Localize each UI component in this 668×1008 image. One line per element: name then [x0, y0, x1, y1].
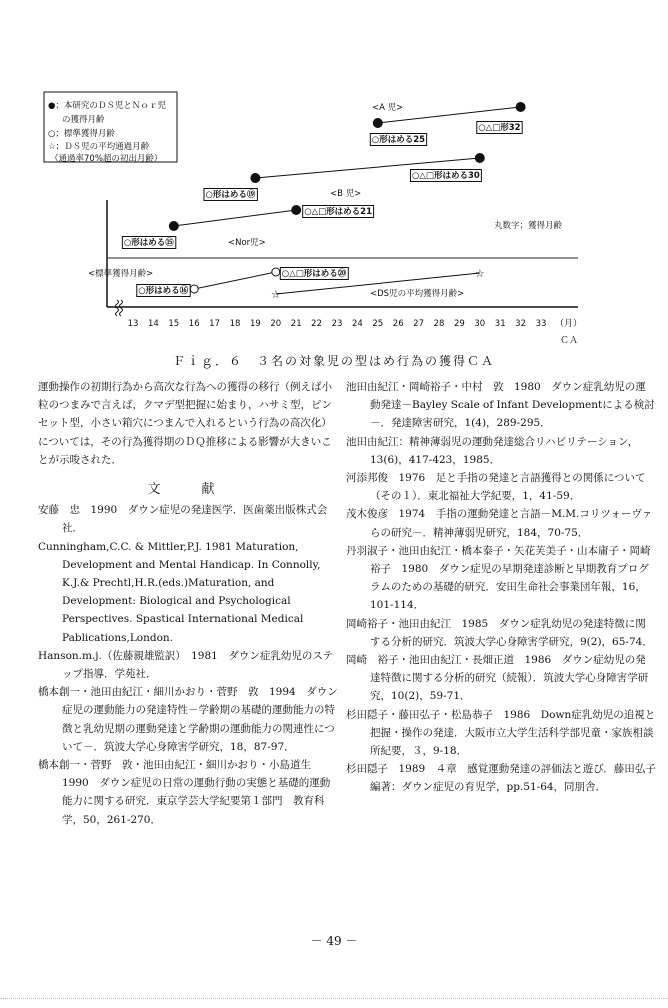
reference-item: 丹羽淑子・池田由紀江・橋本泰子・矢花芙美子・山本庸子・岡崎裕子 1980 ダウン症児の早期発達診断と早期教育プログラムのための基礎的研究．安田生命社会事業団年報，16，101-114．	[346, 544, 651, 612]
references-list-right	[346, 378, 656, 797]
chart-marks	[88, 102, 525, 301]
x-tick-label: 20	[270, 319, 282, 329]
point-label	[122, 237, 175, 249]
left-column	[38, 378, 338, 829]
figure-caption: Ｆｉｇ．６ ３名の対象児の型はめ行為の獲得ＣＡ	[172, 354, 495, 368]
axis-break-icon	[116, 300, 123, 316]
references-list-left	[38, 501, 338, 829]
x-tick-label: 22	[311, 319, 323, 329]
series-name: <Nor児>	[228, 238, 266, 248]
x-label: ＣＡ	[560, 336, 579, 345]
reference-item: 岡崎裕子・池田由紀江 1985 ダウン症乳幼児の発達特徴に関する分析的研究．筑波大学心身障害学研究，9(2)，65-74．	[346, 617, 653, 648]
point-label	[477, 122, 522, 134]
point-label	[204, 189, 257, 201]
point-label-text: ○形はめる⑯	[138, 286, 189, 296]
reference-item: 杉田隠子 1989 ４章 感覚運動発達の評価法と遊び．藤田弘子編著：ダウン症児の育児学，pp.51-64，同朋舎．	[346, 763, 656, 794]
x-tick-label: 19	[249, 319, 261, 329]
x-tick-label: 33	[535, 319, 547, 329]
point-label-text: ○△□形はめる⑳	[281, 269, 347, 279]
x-tick-label: 27	[413, 319, 425, 329]
x-tick-label: 25	[372, 319, 384, 329]
filled-point	[169, 222, 178, 231]
filled-point	[292, 206, 301, 215]
filled-point	[373, 119, 382, 128]
x-tick-label: 30	[474, 319, 486, 329]
legend-open: ○；標準獲得月齢	[48, 129, 115, 139]
reference-item: 池田由紀江・岡崎裕子・中村 敦 1980 ダウン症乳幼児の運動発達－Bayley Scale of Infant Developmentによる検討－．発達障害研究，1(4)，289-295．	[346, 381, 655, 430]
star-marker-icon: ☆	[474, 267, 485, 280]
series-name: <A 児>	[372, 103, 404, 113]
reference-item: 茂木俊彦 1974 手指の運動発達と言語－M.M.コリツォーヴァらの研究－．精神薄弱児研究，184，70-75．	[346, 508, 653, 539]
figure-chart	[0, 0, 668, 345]
star-marker-icon: ☆	[270, 288, 281, 301]
x-tick-label: 28	[433, 319, 445, 329]
series-line	[194, 272, 276, 289]
references-heading: 文 献	[147, 482, 229, 498]
reference-item: Cunningham,C.C. & Mittler,P.J. 1981 Maturation, Development and Mental Handicap. In Connolly, K.J.& Prechtl,H.R.(eds.)Maturation, and Development: Biological and Psychological Perspectives. Spastical International Medical Pablications,London.	[38, 540, 321, 644]
right-column	[346, 378, 656, 797]
reference-item: 安藤 忠 1990 ダウン症児の発達医学．医歯薬出版株式会社．	[38, 504, 328, 535]
note-maru-suji: 丸数字；獲得月齢	[494, 221, 563, 231]
filled-point	[475, 154, 484, 163]
x-tick-label: 13	[127, 319, 139, 329]
point-label	[280, 268, 348, 280]
point-label-text: ○△□形はめる30	[411, 171, 480, 181]
x-tick-label: 17	[209, 319, 221, 329]
point-label	[370, 134, 426, 146]
series-line	[174, 210, 296, 226]
open-point	[190, 285, 198, 293]
legend-filled: ●；本研究のＤＳ児とＮｏｒ児	[48, 101, 166, 111]
legend-star: ☆；ＤＳ児の平均通過月齢	[48, 142, 150, 152]
point-label-text: ○形はめる⑲	[205, 190, 256, 200]
legend-filled-2: の獲得月齢	[62, 115, 105, 125]
page-number: － 49 －	[310, 934, 358, 948]
series-name: <DS児の平均獲得月齢>	[370, 289, 465, 299]
footer-divider	[0, 998, 668, 999]
reference-item: 杉田隠子・藤田弘子・松島恭子 1986 Down症乳幼児の追視と把握・操作の発達．大阪市立大学生活科学部児童・家族相談所紀要，３，9-18．	[346, 708, 656, 758]
point-label-text: ○形はめる⑮	[123, 238, 174, 248]
legend-star-2: （通過率70%超の初出月齢）	[50, 154, 163, 164]
x-tick-label: 32	[515, 319, 527, 329]
x-tick-label: 23	[331, 319, 343, 329]
point-label	[303, 206, 374, 218]
x-tick-labels	[128, 319, 547, 329]
reference-item: 池田由紀江：精神薄弱児の運動発達総合リハビリテーション，13(6)，417-423，1985．	[346, 435, 639, 466]
reference-item: Hanson.m.j.（佐藤親雄監訳） 1981 ダウン症乳幼児のステップ指導．学苑社．	[38, 649, 334, 681]
x-tick-label: 15	[168, 319, 180, 329]
point-label-text: ○△□形はめる21	[304, 207, 373, 217]
x-tick-label: 26	[392, 319, 404, 329]
x-tick-label: 16	[188, 319, 200, 329]
open-point	[272, 268, 280, 276]
reference-item: 橋本創一・菅野 敦・池田由紀江・細川かおり・小島道生 1990 ダウン症児の日常の運動行動の実態と基礎的運動能力に関する研究．東京学芸大学紀要第１部門 教育科学，50，261-270．	[38, 759, 331, 826]
reference-item: 岡崎 裕子・池田由紀江・長畑正道 1986 ダウン症幼児の発達特徴に関する分析的研究（続報）．筑波大学心身障害学研究，10(2)，59-71．	[346, 654, 649, 703]
x-tick-label: 31	[494, 319, 506, 329]
x-tick-label: 24	[351, 319, 363, 329]
body-paragraph: 運動操作の初期行為から高次な行為への獲得の移行（例えば小粒のつまみで言えば，クマデ型把握に始まり，ハサミ型，ピンセット型，小さい箱穴につまんで入れるという行為の高次化）については，その行為獲得期のＤＱ推移による影響が大きいことが示唆された．	[38, 381, 332, 466]
x-tick-label: 29	[453, 319, 465, 329]
series-name: <標準獲得月齢>	[88, 269, 154, 279]
x-unit: （月）	[555, 319, 583, 329]
filled-point	[251, 174, 260, 183]
x-tick-label: 18	[229, 319, 241, 329]
point-label-text: ○形はめる25	[371, 135, 426, 145]
x-tick-label: 21	[290, 319, 302, 329]
point-label-text: ○△□形32	[478, 123, 521, 133]
point-label	[137, 285, 190, 297]
x-tick-label: 14	[147, 319, 159, 329]
reference-item: 橋本創一・池田由紀江・細川かおり・菅野 敦 1994 ダウン症児の運動能力の発達特性－学齢期の基礎的運動能力の特徴と乳幼児期の運動発達と学齢期の運動能力の関連性について－．筑波大学心身障害学研究，18，87-97．	[38, 686, 338, 753]
series-name: <B 児>	[330, 189, 362, 199]
filled-point	[516, 103, 525, 112]
reference-item: 河添邦俊 1976 足と手指の発達と言語獲得との関係について（その１）．東北福祉大学紀要，1，41-59．	[346, 472, 646, 503]
point-label	[410, 170, 481, 182]
